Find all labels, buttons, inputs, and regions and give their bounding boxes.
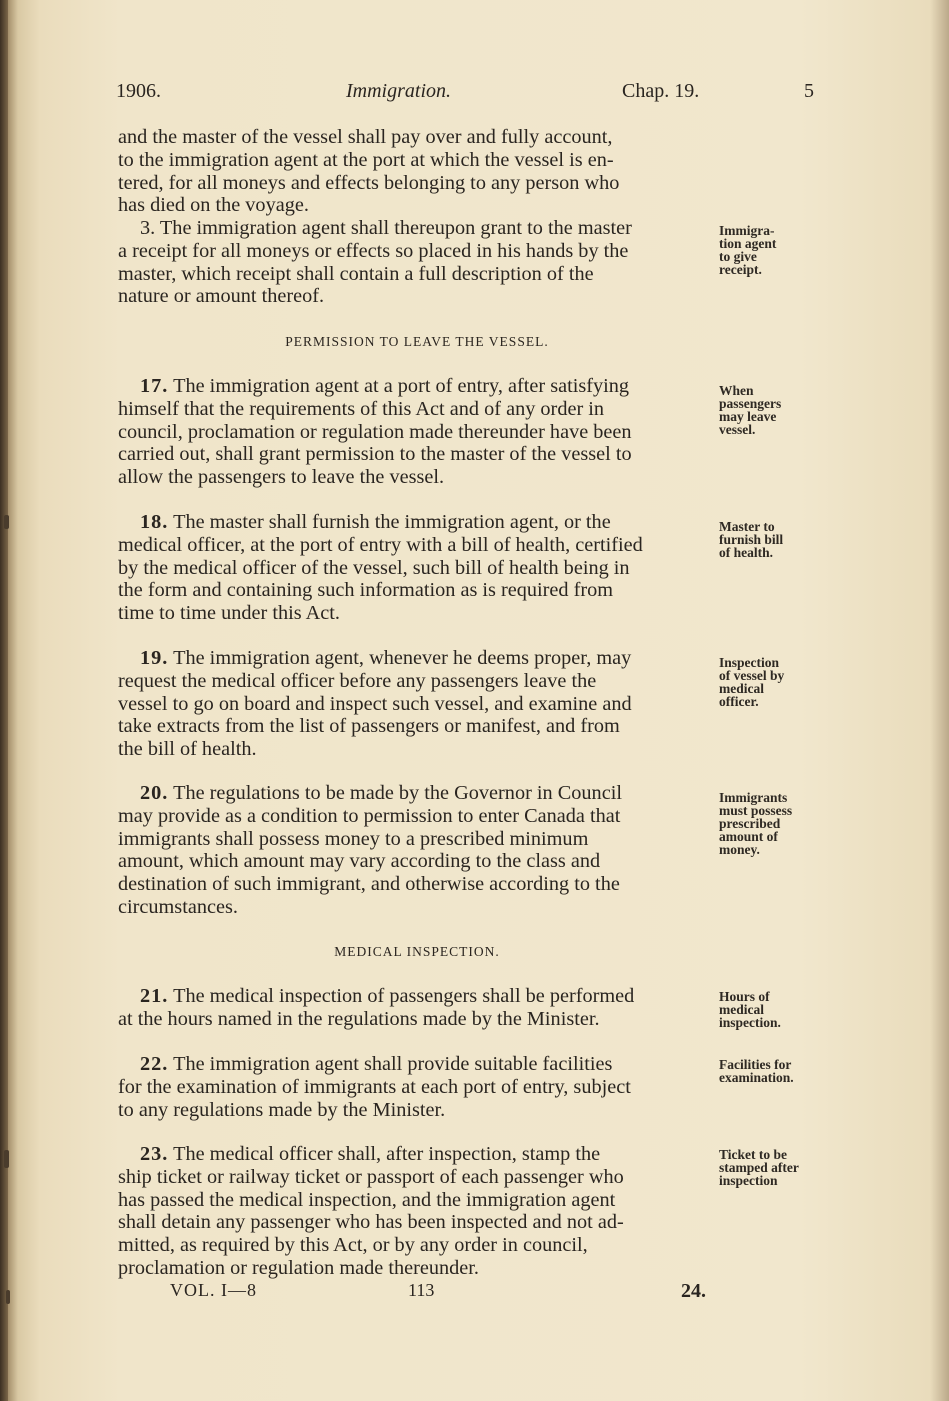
text-fragment: The immigration agent at a port of entry, after satisfying xyxy=(173,375,630,397)
margin-line: of health. xyxy=(719,545,773,560)
text-fragment: The master shall furnish the immigration agent, or the xyxy=(173,511,611,533)
section-number: 22. xyxy=(140,1053,169,1075)
margin-line: Hours of xyxy=(719,989,770,1004)
margin-line: stamped after xyxy=(719,1160,799,1175)
header-chapter: Chap. 19. xyxy=(622,80,700,102)
margin-note-20 xyxy=(719,791,839,856)
margin-note-19 xyxy=(719,656,839,708)
section-18 xyxy=(118,511,716,625)
margin-line: furnish bill xyxy=(719,532,784,547)
text-line: has died on the voyage. xyxy=(118,194,309,217)
margin-line: to give xyxy=(719,249,757,264)
running-header xyxy=(116,80,816,106)
margin-line: vessel. xyxy=(719,422,756,437)
header-year: 1906. xyxy=(116,80,161,102)
text-line: 3. The immigration agent shall thereupon grant to the master xyxy=(140,217,632,239)
text-line: ship ticket or railway ticket or passport of each passenger who xyxy=(118,1165,624,1188)
margin-note-3 xyxy=(719,224,839,276)
text-line: vessel to go on board and inspect such vessel, and examine and xyxy=(118,692,632,715)
margin-line: of vessel by xyxy=(719,668,785,683)
margin-note-21 xyxy=(719,990,839,1029)
margin-line: receipt. xyxy=(719,262,762,277)
section-heading: MEDICAL INSPECTION. xyxy=(334,944,500,959)
margin-line: amount of xyxy=(719,829,778,844)
footer-page-number: 113 xyxy=(408,1280,435,1300)
subsection-3 xyxy=(118,217,716,308)
text-line: himself that the requirements of this Act and of any order in xyxy=(118,397,605,420)
text-line: circumstances. xyxy=(118,895,238,918)
margin-line: Facilities for xyxy=(719,1057,792,1072)
section-heading: PERMISSION TO LEAVE THE VESSEL. xyxy=(285,334,549,349)
text-line xyxy=(118,511,716,534)
section-number: 19. xyxy=(140,647,169,669)
margin-line: Immigrants xyxy=(719,790,788,805)
margin-note-17 xyxy=(719,384,839,436)
margin-line: tion agent xyxy=(719,236,777,251)
section-20 xyxy=(118,782,716,919)
text-line: destination of such immigrant, and otherwise according to the xyxy=(118,873,620,896)
section-number: 18. xyxy=(140,511,169,533)
margin-line: When xyxy=(719,383,754,398)
section-number: 23. xyxy=(140,1143,169,1165)
text-line xyxy=(118,782,716,805)
margin-line: Inspection xyxy=(719,655,780,670)
text-line: the bill of health. xyxy=(118,738,257,761)
text-line: and the master of the vessel shall pay over and fully account, xyxy=(118,126,613,148)
margin-line: inspection. xyxy=(719,1015,781,1030)
text-fragment: The regulations to be made by the Governor in Council xyxy=(173,782,622,804)
book-spine xyxy=(0,0,8,1401)
text-line: tered, for all moneys and effects belonging to any person who xyxy=(118,171,620,194)
margin-line: money. xyxy=(719,842,760,857)
text-line: mitted, as required by this Act, or by any order in council, xyxy=(118,1234,588,1257)
binding-mark xyxy=(4,515,9,529)
margin-line: passengers xyxy=(719,396,782,411)
text-line xyxy=(118,647,716,670)
text-line: allow the passengers to leave the vessel. xyxy=(118,466,445,489)
margin-line: examination. xyxy=(719,1070,794,1085)
margin-line: Immigra- xyxy=(719,223,775,238)
binding-mark xyxy=(6,1290,10,1304)
text-line: immigrants shall possess money to a prescribed minimum xyxy=(118,827,589,850)
margin-note-23 xyxy=(719,1148,839,1187)
text-line: a receipt for all moneys or effects so placed in his hands by the xyxy=(118,239,629,262)
text-line: by the medical officer of the vessel, such bill of health being in xyxy=(118,556,630,579)
text-line: has passed the medical inspection, and the immigration agent xyxy=(118,1188,616,1211)
margin-line: Ticket to be xyxy=(719,1147,787,1162)
binding-mark xyxy=(4,1150,9,1168)
margin-line: prescribed xyxy=(719,816,781,831)
footer-catchword: 24. xyxy=(681,1280,706,1302)
text-line: request the medical officer before any passengers leave the xyxy=(118,669,597,692)
text-fragment: The medical officer shall, after inspection, stamp the xyxy=(173,1143,601,1165)
section-22 xyxy=(118,1053,716,1121)
text-line: to the immigration agent at the port at which the vessel is en- xyxy=(118,148,614,171)
section-number: 20. xyxy=(140,782,169,804)
margin-line: inspection xyxy=(719,1173,778,1188)
text-line: take extracts from the list of passengers or manifest, and from xyxy=(118,715,620,738)
page-footer xyxy=(170,1280,730,1302)
text-line xyxy=(118,375,716,398)
text-line: council, proclamation or regulation made thereunder have been xyxy=(118,420,632,443)
text-line xyxy=(118,985,716,1008)
text-fragment: The immigration agent, whenever he deems proper, may xyxy=(173,647,632,669)
text-line: at the hours named in the regulations made by the Minister. xyxy=(118,1007,600,1030)
text-line: proclamation or regulation made thereunder. xyxy=(118,1256,479,1279)
footer-volume: VOL. I—8 xyxy=(170,1280,257,1300)
margin-note-22 xyxy=(719,1058,839,1084)
text-line: nature or amount thereof. xyxy=(118,285,325,308)
margin-note-18 xyxy=(719,520,839,559)
margin-line: must possess xyxy=(719,803,793,818)
continuation-paragraph xyxy=(118,126,716,217)
text-line: shall detain any passenger who has been inspected and not ad- xyxy=(118,1211,624,1234)
header-title: Immigration. xyxy=(346,80,451,102)
margin-line: may leave xyxy=(719,409,777,424)
margin-line: officer. xyxy=(719,694,759,709)
text-fragment: The medical inspection of passengers shall be performed xyxy=(173,985,635,1007)
text-line xyxy=(118,1143,716,1166)
section-17 xyxy=(118,375,716,489)
margin-line: medical xyxy=(719,1002,764,1017)
text-line: the form and containing such information as is required from xyxy=(118,579,614,602)
text-line: amount, which amount may vary according to the class and xyxy=(118,850,601,873)
text-line: carried out, shall grant permission to the master of the vessel to xyxy=(118,443,632,466)
header-page-number: 5 xyxy=(804,80,814,102)
text-line: for the examination of immigrants at each port of entry, subject xyxy=(118,1075,631,1098)
section-21 xyxy=(118,985,716,1031)
section-number: 17. xyxy=(140,375,169,397)
section-number: 21. xyxy=(140,985,169,1007)
text-line: to any regulations made by the Minister. xyxy=(118,1098,446,1121)
margin-line: Master to xyxy=(719,519,775,534)
section-23 xyxy=(118,1143,716,1280)
text-line: may provide as a condition to permission to enter Canada that xyxy=(118,804,621,827)
section-19 xyxy=(118,647,716,761)
text-fragment: The immigration agent shall provide suitable facilities xyxy=(173,1053,613,1075)
text-line: master, which receipt shall contain a full description of the xyxy=(118,262,594,285)
text-line: time to time under this Act. xyxy=(118,602,340,625)
text-line: medical officer, at the port of entry with a bill of health, certified xyxy=(118,533,643,556)
text-line xyxy=(118,1053,716,1076)
margin-line: medical xyxy=(719,681,764,696)
